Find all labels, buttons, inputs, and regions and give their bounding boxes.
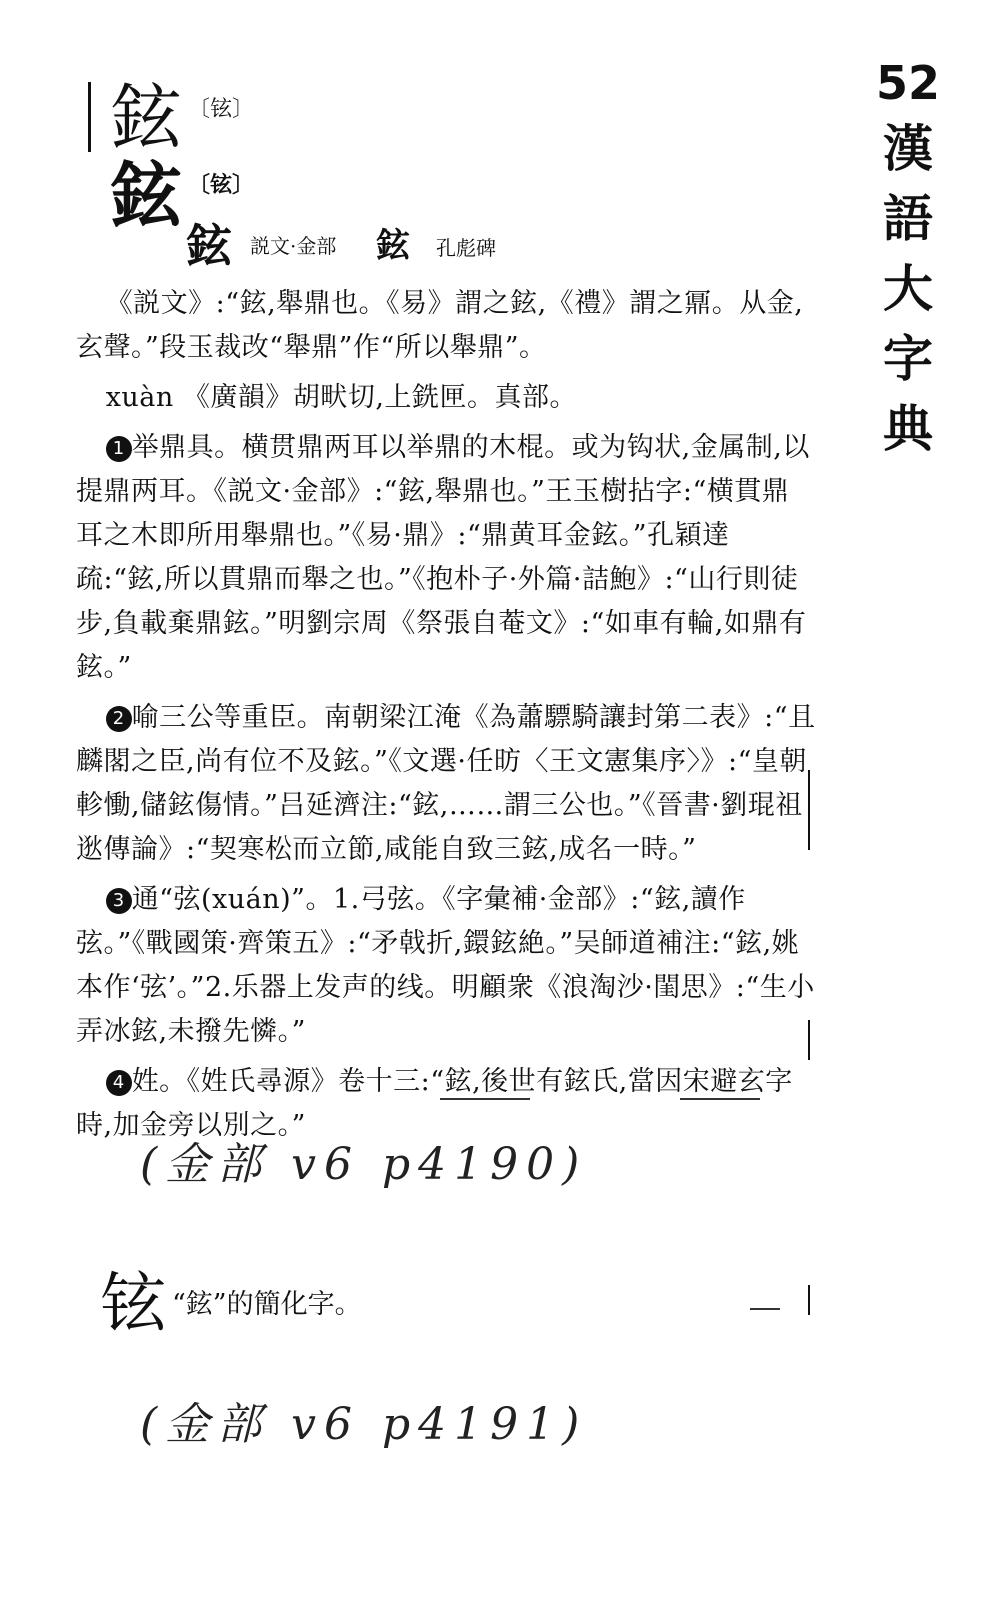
sense-3 — [76, 878, 816, 1054]
handwritten-reference-2: (金部 v6 p4191) — [140, 1399, 588, 1450]
sense-number-4: 4 — [106, 1070, 132, 1096]
clerical-source: 孔彪碑 — [436, 236, 496, 260]
sense-number-2: 2 — [106, 706, 132, 732]
clerical-glyph: 鉉 — [376, 226, 410, 266]
headword-traditional-2: 鉉 — [110, 153, 183, 238]
seal-script-glyph: 鉉 — [186, 219, 232, 273]
simplified-headword: 铉 — [100, 1265, 166, 1342]
seal-script-source: 説文·金部 — [250, 234, 337, 258]
title-char-4: 字 — [883, 329, 933, 388]
page-number: 52 — [875, 56, 940, 110]
sense-1 — [76, 426, 816, 690]
scan-edge-line — [808, 1285, 810, 1315]
sense-1-text: 举鼎具。横贯鼎两耳以举鼎的木棍。或为钩状,金属制,以提鼎两耳。《説文·金部》:“鉉,舉鼎也。”王玉樹拈字:“横貫鼎耳之木即所用舉鼎也。”《易·鼎》:“鼎黄耳金鉉。”孔穎達疏:“鉉,所以貫鼎而舉之也。”《抱朴子·外篇·詰鮑》:“山行則徒步,負載棄鼎鉉。”明劉宗周《祭張自菴文》:“如車有輪,如鼎有鉉。” — [76, 432, 810, 683]
sense-2-text: 喻三公等重臣。南朝梁江淹《為蕭驃騎讓封第二表》:“且麟閣之臣,尚有位不及鉉。”《文選·任昉〈王文憲集序〉》:“皇朝軫慟,儲鉉傷情。”吕延濟注:“鉉,……謂三公也。”《晉書·劉琨祖逖傳論》:“契寒松而立節,咸能自致三鉉,成名一時。” — [76, 702, 816, 865]
title-char-2: 語 — [883, 189, 933, 248]
title-char-1: 漢 — [883, 119, 933, 178]
entry-body — [76, 282, 816, 1154]
handwritten-reference-1: (金部 v6 p4190) — [140, 1139, 588, 1190]
shuowen-quote: 《説文》:“鉉,舉鼎也。《易》謂之鉉,《禮》謂之鼏。从金,玄聲。”段玉裁改“舉鼎”作“所以舉鼎”。 — [76, 288, 804, 363]
dictionary-title — [868, 56, 948, 474]
divider-dash — [750, 1308, 780, 1310]
sense-number-3: 3 — [106, 888, 132, 914]
scan-edge-line — [808, 770, 810, 850]
headword-simplified-1: 〔铉〕 — [188, 97, 255, 122]
margin-bar — [88, 82, 91, 152]
pronunciation: xuàn 《廣韻》胡畎切,上銑匣。真部。 — [105, 382, 577, 413]
scan-edge-line — [808, 1020, 810, 1060]
sense-number-1: 1 — [106, 436, 132, 462]
headword-simplified-2: 〔铉〕 — [188, 172, 255, 198]
divider-dash — [440, 1098, 530, 1100]
title-char-3: 大 — [883, 259, 933, 318]
simplified-definition: “鉉”的簡化字。 — [172, 1289, 362, 1320]
divider-dash — [680, 1098, 760, 1100]
title-char-5: 典 — [883, 399, 933, 458]
sense-4-text: 姓。《姓氏尋源》卷十三:“鉉,後世有鉉氏,當因宋避玄字時,加金旁以別之。” — [76, 1066, 793, 1141]
headword-traditional-1: 鉉 — [110, 76, 183, 160]
sense-2 — [76, 696, 816, 872]
sense-3-text: 通“弦(xuán)”。1.弓弦。《字彙補·金部》:“鉉,讀作弦。”《戰國策·齊策五》:“矛戟折,鐶鉉絶。”吴師道補注:“鉉,姚本作‘弦’。”2.乐器上发声的线。明顧衆《浪淘沙·閨思》:“生小弄冰鉉,未撥先憐。” — [76, 884, 815, 1047]
